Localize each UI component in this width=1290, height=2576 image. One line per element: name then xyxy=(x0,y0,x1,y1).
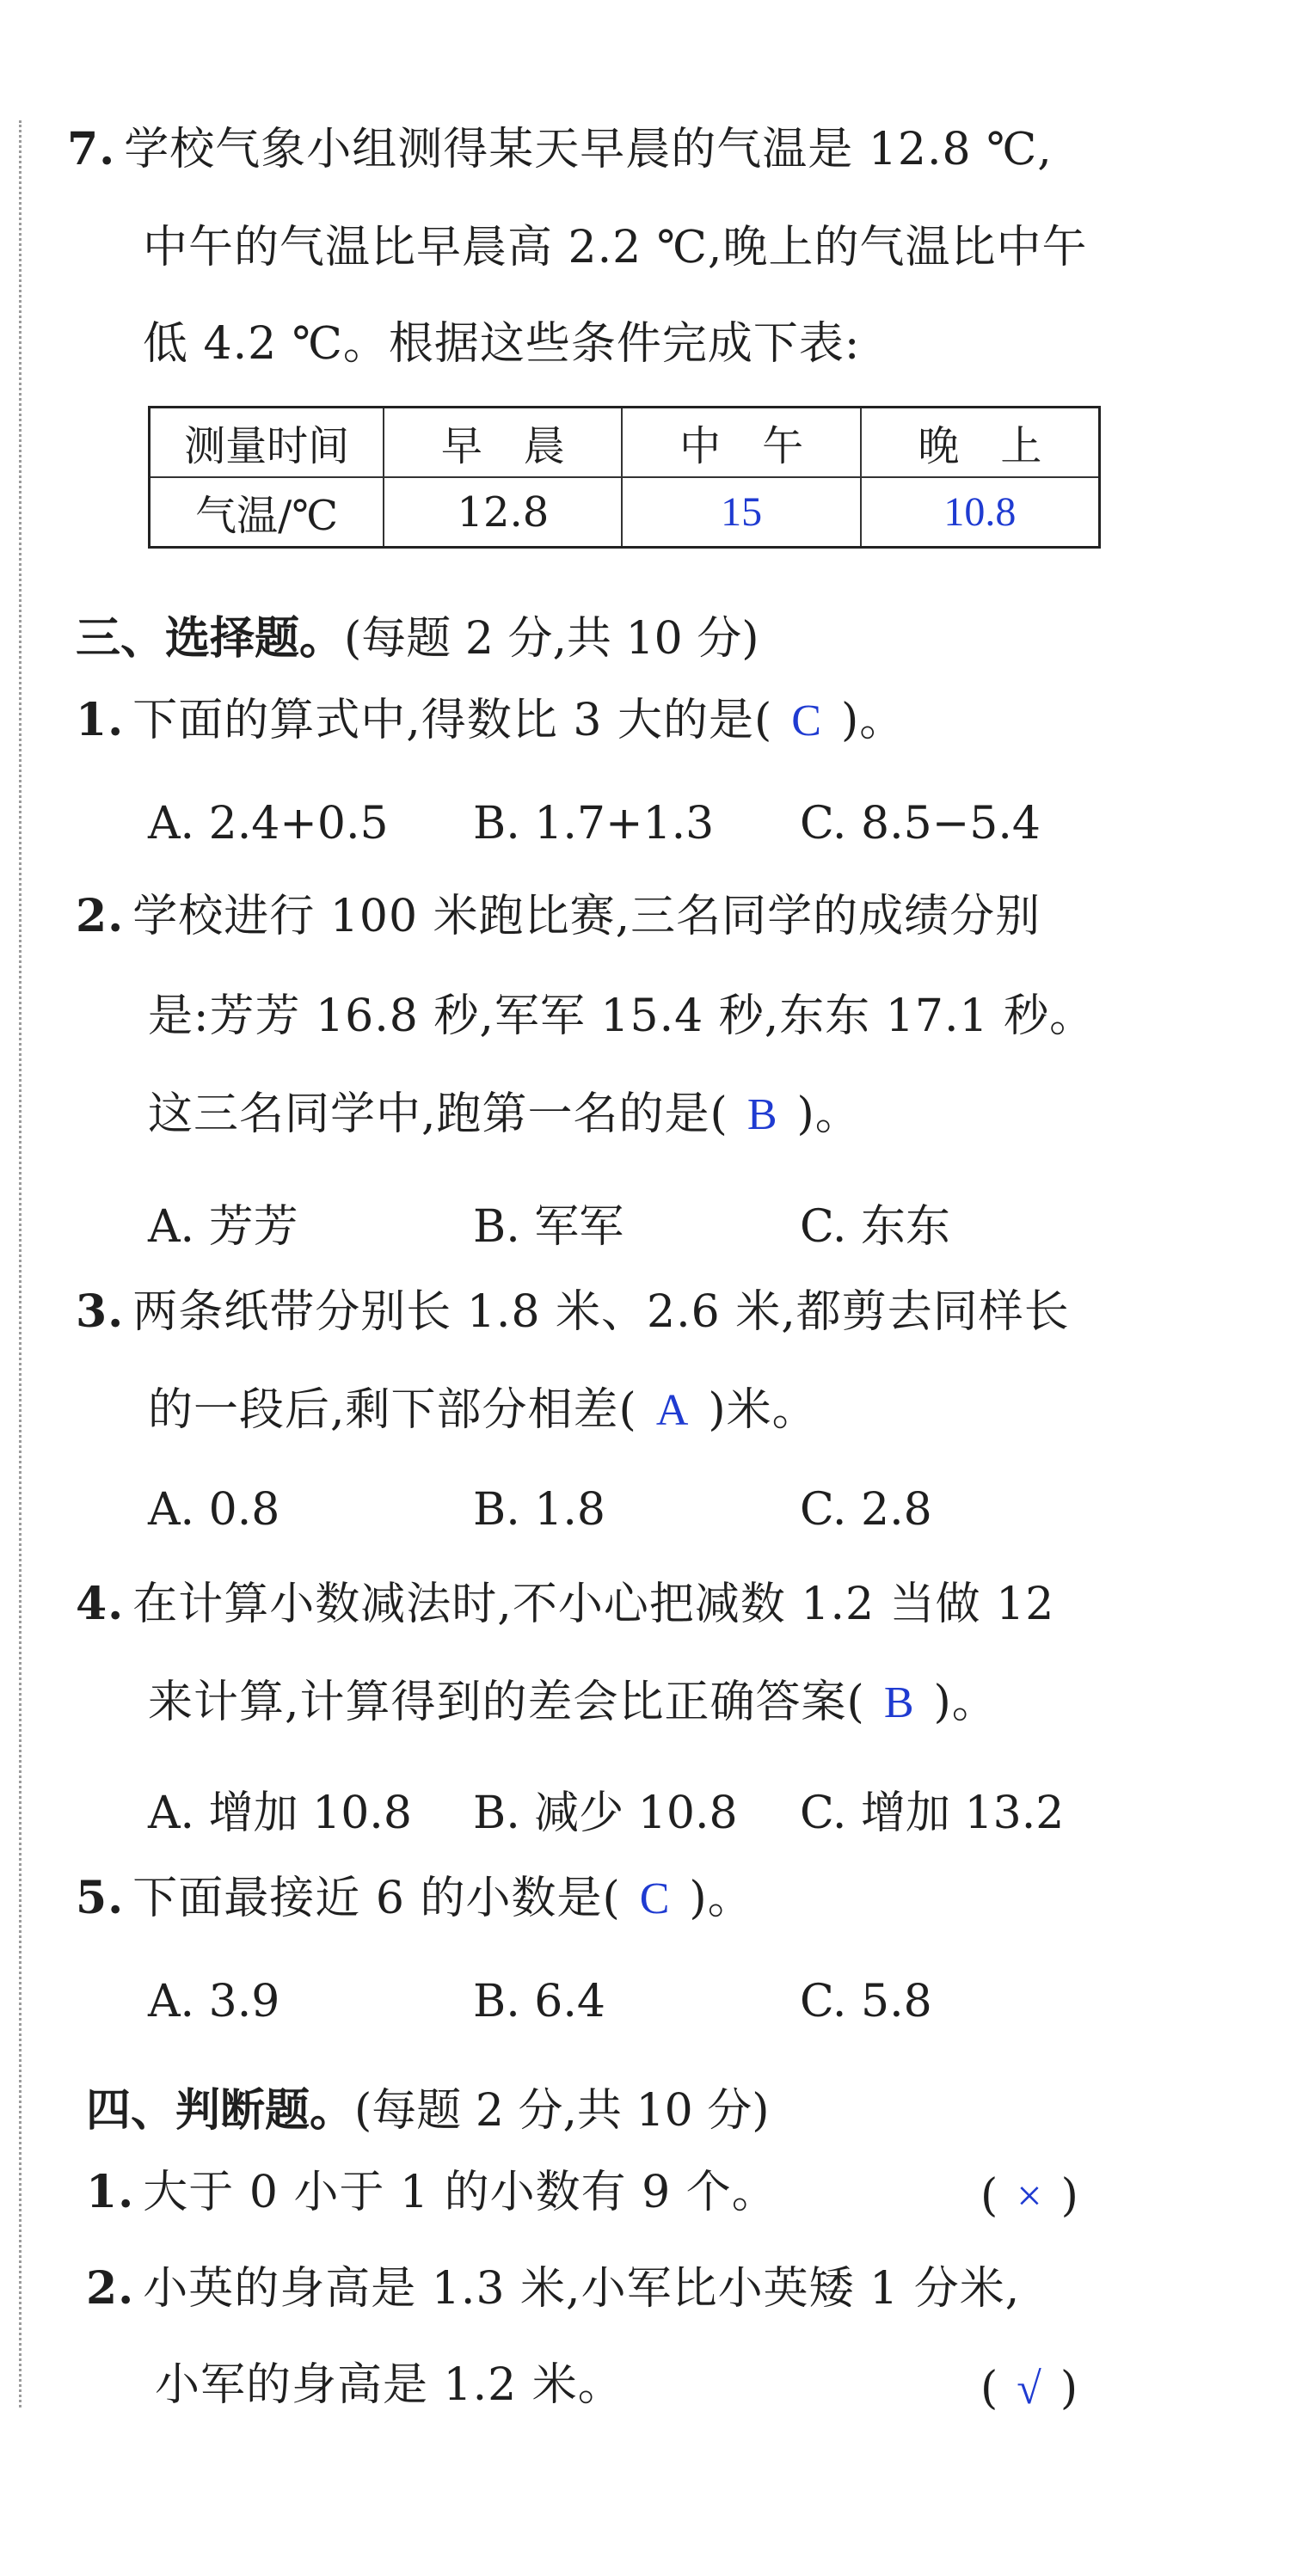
s4-q1-answer: × xyxy=(1017,2172,1042,2221)
s3-q2-number: 2. xyxy=(76,890,125,942)
header-cell-morning: 早 晨 xyxy=(384,408,622,478)
q7-text-line1: 学校气象小组测得某天早晨的气温是 12.8 ℃, xyxy=(124,124,1053,175)
s3-q3-option-a: A. 0.8 xyxy=(148,1484,280,1536)
q7-line2: 中午的气温比早晨高 2.2 ℃,晚上的气温比中午 xyxy=(143,222,1088,273)
s3-q2-option-c: C. 东东 xyxy=(800,1201,950,1253)
s3-q3-text-line1: 两条纸带分别长 1.8 米、2.6 米,都剪去同样长 xyxy=(132,1286,1070,1338)
s3-q2-option-a: A. 芳芳 xyxy=(148,1201,298,1253)
s3-q5-number: 5. xyxy=(76,1872,125,1924)
s3-q2-line1 xyxy=(76,890,1041,942)
s3-q2-answer: B xyxy=(746,1090,778,1139)
s3-q2-stem: 这三名同学中,跑第一名的是( xyxy=(148,1089,728,1140)
s3-q4-text-line1: 在计算小数减法时,不小心把减数 1.2 当做 12 xyxy=(132,1579,1055,1630)
s3-q1-option-c: C. 8.5−5.4 xyxy=(800,798,1041,849)
s3-q1-close: )。 xyxy=(840,695,906,746)
s3-q5-close: )。 xyxy=(689,1873,753,1924)
cell-evening-answer: 10.8 xyxy=(861,477,1100,548)
table-header-row xyxy=(150,408,1100,478)
q7-line3: 低 4.2 ℃。根据这些条件完成下表: xyxy=(143,318,861,370)
s3-q5-option-a: A. 3.9 xyxy=(148,1976,280,2027)
s4-q2-line2: 小军的身高是 1.2 米。 xyxy=(155,2359,624,2411)
s4-q2-answer: √ xyxy=(1017,2364,1041,2413)
s3-q5-stem: 下面最接近 6 的小数是( xyxy=(132,1873,621,1924)
s3-q4-line2 xyxy=(148,1677,998,1728)
s3-q4-close: )。 xyxy=(933,1677,998,1728)
s3-q3-line2 xyxy=(148,1384,818,1436)
cell-morning-value: 12.8 xyxy=(384,477,622,548)
s3-q2-text-line1: 学校进行 100 米跑比赛,三名同学的成绩分别 xyxy=(132,891,1041,942)
s3-q1-option-a: A. 2.4+0.5 xyxy=(148,798,389,849)
s3-q5-option-c: C. 5.8 xyxy=(800,1976,932,2027)
s3-q1-stem: 下面的算式中,得数比 3 大的是( xyxy=(132,695,773,746)
s3-q4-answer: B xyxy=(883,1678,915,1727)
header-cell-time: 测量时间 xyxy=(150,408,384,478)
s3-q2-line2: 是:芳芳 16.8 秒,军军 15.4 秒,东东 17.1 秒。 xyxy=(148,991,1096,1042)
margin-dotted-line xyxy=(19,120,22,2407)
q7-line1 xyxy=(67,123,1053,175)
s4-q2-text-line1: 小英的身高是 1.3 米,小军比小英矮 1 分米, xyxy=(143,2263,1021,2315)
s3-q3-option-c: C. 2.8 xyxy=(800,1484,932,1536)
s3-q4-option-c: C. 增加 13.2 xyxy=(800,1788,1065,1839)
s3-q4-option-b: B. 减少 10.8 xyxy=(473,1788,738,1839)
s3-q2-option-b: B. 军军 xyxy=(473,1201,624,1253)
section3-heading xyxy=(76,602,759,666)
s3-q3-close: )米。 xyxy=(708,1384,818,1436)
cell-noon-answer: 15 xyxy=(622,477,860,548)
q7-number: 7. xyxy=(67,123,116,175)
section4-title: 四、判断题。 xyxy=(86,2084,355,2137)
section4-note: (每题 2 分,共 10 分) xyxy=(354,2085,770,2137)
s3-q5-answer: C xyxy=(639,1874,671,1923)
s3-q2-line3 xyxy=(148,1089,861,1140)
s3-q3-answer: A xyxy=(655,1386,690,1435)
s3-q2-close: )。 xyxy=(796,1089,861,1140)
s3-q4-number: 4. xyxy=(76,1578,125,1630)
s4-q1-text: 大于 0 小于 1 的小数有 9 个。 xyxy=(143,2167,777,2218)
s3-q3-line1 xyxy=(76,1285,1070,1338)
s3-q1 xyxy=(76,694,906,746)
s3-q1-answer: C xyxy=(791,696,822,745)
table-row-temperature xyxy=(150,477,1100,548)
s3-q1-number: 1. xyxy=(76,694,125,746)
s4-q2-answer-bracket: ( √ ) xyxy=(980,2363,1078,2414)
s4-q1 xyxy=(86,2166,777,2218)
section3-note: (每题 2 分,共 10 分) xyxy=(344,613,759,665)
s3-q4-stem: 来计算,计算得到的差会比正确答案( xyxy=(148,1677,865,1728)
s3-q5 xyxy=(76,1872,753,1924)
s3-q3-stem: 的一段后,剩下部分相差( xyxy=(148,1384,637,1436)
s3-q1-option-b: B. 1.7+1.3 xyxy=(473,798,715,849)
section4-heading xyxy=(86,2074,770,2138)
s3-q3-option-b: B. 1.8 xyxy=(473,1484,605,1536)
s4-q1-number: 1. xyxy=(86,2166,135,2218)
s3-q3-number: 3. xyxy=(76,1285,125,1338)
s4-q2-number: 2. xyxy=(86,2262,135,2315)
section3-title: 三、选择题。 xyxy=(76,612,345,665)
s3-q4-line1 xyxy=(76,1578,1055,1630)
s4-q2-line1 xyxy=(86,2262,1021,2315)
row-label-temperature: 气温/℃ xyxy=(150,477,384,548)
header-cell-noon: 中 午 xyxy=(622,408,860,478)
temperature-table xyxy=(148,406,1101,549)
s4-q1-answer-bracket: ( × ) xyxy=(980,2170,1078,2222)
header-cell-evening: 晚 上 xyxy=(861,408,1100,478)
s3-q4-option-a: A. 增加 10.8 xyxy=(148,1788,412,1839)
s3-q5-option-b: B. 6.4 xyxy=(473,1976,605,2027)
